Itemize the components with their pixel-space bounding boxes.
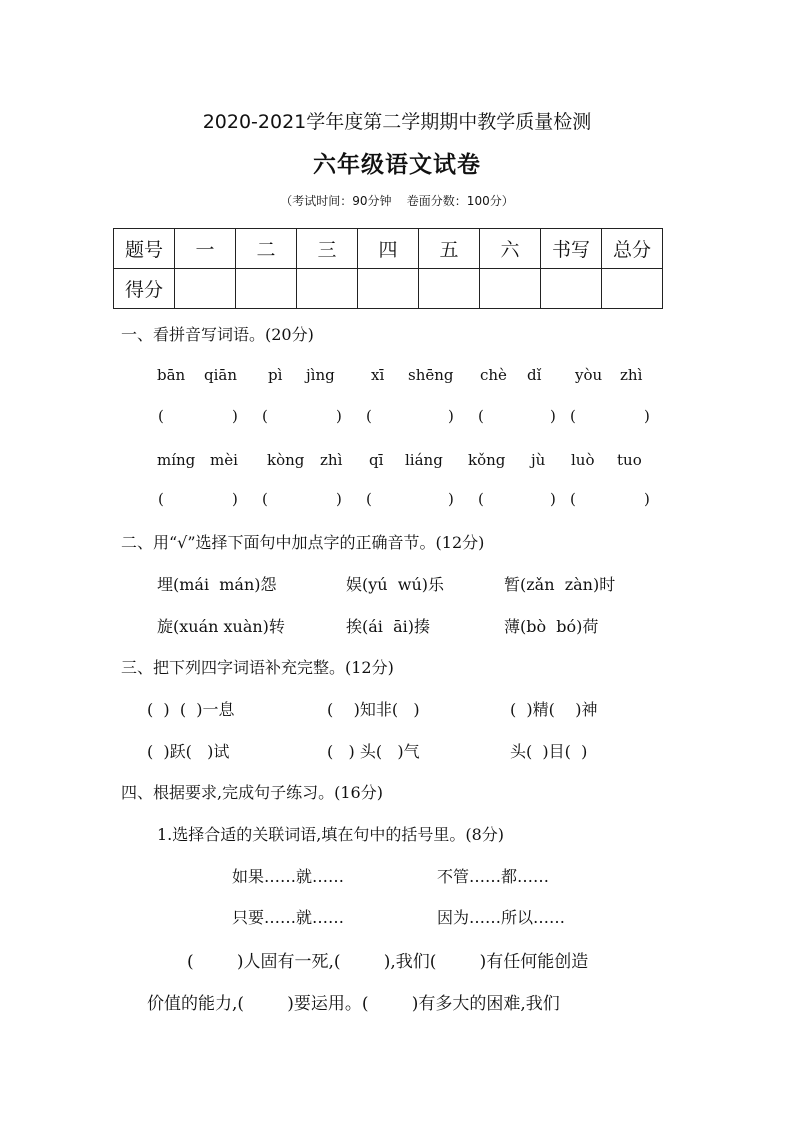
- paren-close: ): [448, 490, 454, 508]
- pronunciation-item: 旋(xuán xuàn)转: [157, 617, 285, 636]
- pronunciation-item: 娱(yú wú)乐: [346, 575, 445, 594]
- idiom-blank: ( ) ( )一息: [147, 700, 235, 719]
- pinyin-syllable: xī: [371, 366, 385, 384]
- score-blank-cell[interactable]: [602, 269, 663, 309]
- pinyin-syllable: kǒng: [468, 451, 506, 469]
- idiom-blank: ( ) 头( )气: [327, 742, 420, 761]
- paren-close: ): [336, 490, 342, 508]
- exam-title: 2020-2021学年度第二学期期中教学质量检测: [202, 111, 592, 133]
- score-header-cell: 题号: [114, 229, 175, 269]
- pinyin-syllable: yòu: [575, 366, 603, 384]
- score-header-cell: 六: [480, 229, 541, 269]
- paren-open: (: [570, 490, 576, 508]
- exam-time-note: （考试时间：90分钟 卷面分数：100分）: [280, 194, 514, 208]
- conjunction-option: 如果……就……: [232, 867, 345, 886]
- score-blank-cell[interactable]: [480, 269, 541, 309]
- score-header-cell: 四: [358, 229, 419, 269]
- paren-close: ): [336, 407, 342, 425]
- paren-close: ): [644, 407, 650, 425]
- score-row-label: 得分: [114, 269, 175, 309]
- conjunction-option: 只要……就……: [232, 908, 345, 927]
- score-header-cell: 三: [297, 229, 358, 269]
- pinyin-syllable: dǐ: [527, 366, 542, 384]
- pinyin-syllable: jù: [531, 451, 546, 469]
- pronunciation-item: 薄(bò bó)荷: [504, 617, 599, 636]
- conjunction-option: 因为……所以……: [437, 908, 566, 927]
- pinyin-syllable: míng: [157, 451, 196, 469]
- paren-close: ): [232, 407, 238, 425]
- score-header-cell: 二: [236, 229, 297, 269]
- section2-heading: 二、用“√”选择下面句中加点字的正确音节。(12分): [121, 533, 485, 552]
- idiom-blank: 头( )目( ): [510, 742, 588, 761]
- score-header-cell: 书写: [541, 229, 602, 269]
- paren-open: (: [158, 490, 164, 508]
- pinyin-syllable: qiān: [204, 366, 238, 384]
- score-blank-cell[interactable]: [175, 269, 236, 309]
- sentence-line: ( )人固有一死,( ),我们( )有任何能创造: [187, 952, 589, 972]
- idiom-blank: ( )跃( )试: [147, 742, 230, 761]
- pinyin-syllable: zhì: [620, 366, 643, 384]
- paren-open: (: [366, 490, 372, 508]
- score-table: [113, 228, 663, 309]
- score-blank-cell[interactable]: [419, 269, 480, 309]
- pronunciation-item: 埋(mái mán)怨: [157, 575, 277, 594]
- pinyin-syllable: kòng: [267, 451, 305, 469]
- pinyin-syllable: qī: [369, 451, 384, 469]
- pinyin-syllable: zhì: [320, 451, 343, 469]
- pronunciation-item: 挨(ái āi)揍: [346, 617, 430, 636]
- paren-close: ): [448, 407, 454, 425]
- paren-open: (: [478, 490, 484, 508]
- section4-heading: 四、根据要求,完成句子练习。(16分): [121, 783, 383, 802]
- paren-close: ): [550, 490, 556, 508]
- paren-close: ): [644, 490, 650, 508]
- pinyin-syllable: mèi: [210, 451, 238, 469]
- score-header-cell: 五: [419, 229, 480, 269]
- paren-open: (: [262, 407, 268, 425]
- pinyin-syllable: bān: [157, 366, 186, 384]
- section3-heading: 三、把下列四字词语补充完整。(12分): [121, 658, 394, 677]
- section4-subquestion: 1.选择合适的关联词语,填在句中的括号里。(8分): [157, 825, 505, 844]
- paren-open: (: [158, 407, 164, 425]
- score-blank-cell[interactable]: [358, 269, 419, 309]
- score-blank-cell[interactable]: [236, 269, 297, 309]
- score-header-cell: 总分: [602, 229, 663, 269]
- paren-open: (: [570, 407, 576, 425]
- pinyin-syllable: chè: [480, 366, 507, 384]
- sentence-line: 价值的能力,( )要运用。( )有多大的困难,我们: [147, 994, 560, 1014]
- score-blank-cell[interactable]: [297, 269, 358, 309]
- pinyin-syllable: shēng: [408, 366, 454, 384]
- score-table-header-row: [114, 229, 663, 269]
- idiom-blank: ( )知非( ): [327, 700, 420, 719]
- score-blank-cell[interactable]: [541, 269, 602, 309]
- idiom-blank: ( )精( )神: [510, 700, 598, 719]
- exam-subtitle: 六年级语文试卷: [313, 152, 481, 178]
- pronunciation-item: 暂(zǎn zàn)时: [504, 575, 616, 594]
- pinyin-syllable: liáng: [405, 451, 443, 469]
- pinyin-syllable: tuo: [617, 451, 642, 469]
- score-header-cell: 一: [175, 229, 236, 269]
- conjunction-option: 不管……都……: [437, 867, 550, 886]
- paren-open: (: [478, 407, 484, 425]
- pinyin-syllable: jìng: [306, 366, 335, 384]
- paren-open: (: [366, 407, 372, 425]
- paren-open: (: [262, 490, 268, 508]
- paren-close: ): [232, 490, 238, 508]
- section1-heading: 一、看拼音写词语。(20分): [121, 325, 314, 344]
- pinyin-syllable: pì: [268, 366, 283, 384]
- score-table-score-row: [114, 269, 663, 309]
- pinyin-syllable: luò: [571, 451, 595, 469]
- paren-close: ): [550, 407, 556, 425]
